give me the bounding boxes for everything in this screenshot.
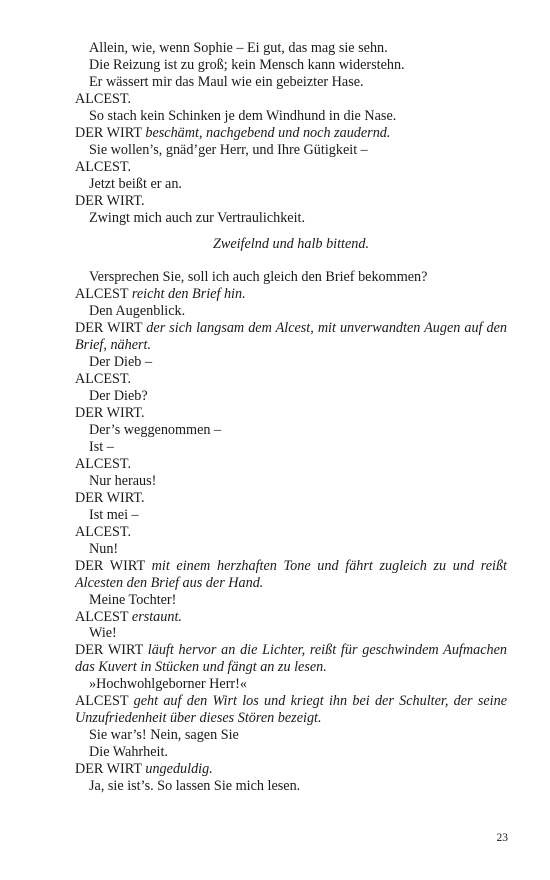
verse-line: Sie war’s! Nein, sagen Sie (89, 727, 239, 744)
speaker-name: DER WIRT (75, 557, 145, 574)
speaker-name: DER WIRT (75, 124, 142, 141)
speaker-name: DER WIRT (75, 642, 144, 659)
speaker-heading (75, 761, 507, 778)
speaker-name: ALCEST. (75, 523, 132, 540)
speaker-heading (75, 371, 507, 388)
verse-line: Den Augenblick. (89, 303, 186, 320)
stage-note: erstaunt. (131, 608, 182, 625)
verse-line: Der’s weggenommen – (89, 422, 222, 439)
speaker-heading (75, 456, 507, 473)
verse-line: Wie! (89, 625, 117, 642)
speaker-heading (75, 609, 507, 626)
verse-line: Ist mei – (89, 506, 139, 523)
speaker-name: ALCEST. (75, 371, 132, 388)
stage-note: beschämt, nachgebend und noch zaudernd. (145, 124, 391, 141)
stage-note: geht auf den Wirt los und kriegt ihn bei der Schulter, der seine Unzufriedenheit über dieses Stören bezeigt. (75, 693, 507, 727)
speaker-heading (75, 320, 507, 354)
verse-line: Der Dieb – (89, 354, 153, 371)
verse-line: Die Wahrheit. (89, 744, 168, 761)
verse-line: Ist – (89, 438, 114, 455)
speaker-heading (75, 91, 507, 108)
verse-line: Der Dieb? (89, 388, 148, 405)
speaker-heading (75, 286, 507, 303)
stage-note: der sich langsam dem Alcest, mit unverwandten Augen auf den Brief, nähert. (75, 320, 507, 354)
speaker-name: ALCEST. (75, 90, 132, 107)
verse-line: So stach kein Schinken je dem Windhund in die Nase. (89, 107, 397, 124)
verse-line: Nur heraus! (89, 472, 157, 489)
speaker-name: DER WIRT. (75, 405, 145, 422)
stage-note: ungeduldig. (145, 761, 213, 778)
verse-line: Sie wollen’s, gnäd’ger Herr, und Ihre Gütigkeit – (89, 141, 368, 158)
speaker-heading (75, 159, 507, 176)
stage-direction: Zweifelnd und halb bittend. (212, 236, 370, 253)
speaker-name: DER WIRT (75, 320, 143, 337)
verse-line: Nun! (89, 540, 119, 557)
stage-note: läuft hervor an die Lichter, reißt für geschwindem Aufmachen das Kuvert in Stücken und fängt an zu lesen. (75, 642, 507, 676)
speaker-name: ALCEST (75, 608, 129, 625)
speaker-heading (75, 558, 507, 592)
speaker-heading (75, 405, 507, 422)
verse-line: Zwingt mich auch zur Vertraulichkeit. (89, 209, 306, 226)
verse-line: Ja, sie ist’s. So lassen Sie mich lesen. (89, 778, 301, 795)
verse-line: Er wässert mir das Maul wie ein gebeizter Hase. (89, 73, 364, 90)
page-number: 23 (496, 832, 508, 844)
verse-line: Jetzt beißt er an. (89, 175, 182, 192)
speaker-heading (75, 642, 507, 676)
play-text (75, 40, 507, 795)
speaker-name: ALCEST. (75, 158, 132, 175)
stage-note: reicht den Brief hin. (131, 286, 246, 303)
speaker-heading (75, 490, 507, 507)
speaker-heading (75, 193, 507, 210)
speaker-heading (75, 693, 507, 727)
speaker-name: DER WIRT. (75, 489, 145, 506)
verse-line: Die Reizung ist zu groß; kein Mensch kann widerstehn. (89, 56, 405, 73)
speaker-heading (75, 524, 507, 541)
speaker-name: DER WIRT. (75, 192, 145, 209)
stage-note: mit einem herzhaften Tone und fährt zugleich zu und reißt Alcesten den Brief aus der Hand. (75, 557, 507, 591)
verse-line: Allein, wie, wenn Sophie – Ei gut, das mag sie sehn. (89, 40, 388, 56)
speaker-name: DER WIRT (75, 761, 142, 778)
verse-line: Versprechen Sie, soll ich auch gleich den Brief bekommen? (89, 269, 428, 286)
speaker-heading (75, 125, 507, 142)
speaker-name: ALCEST. (75, 455, 132, 472)
speaker-name: ALCEST (75, 286, 129, 303)
speaker-name: ALCEST (75, 693, 129, 710)
verse-line: »Hochwohlgeborner Herr!« (89, 676, 247, 693)
verse-line: Meine Tochter! (89, 591, 177, 608)
